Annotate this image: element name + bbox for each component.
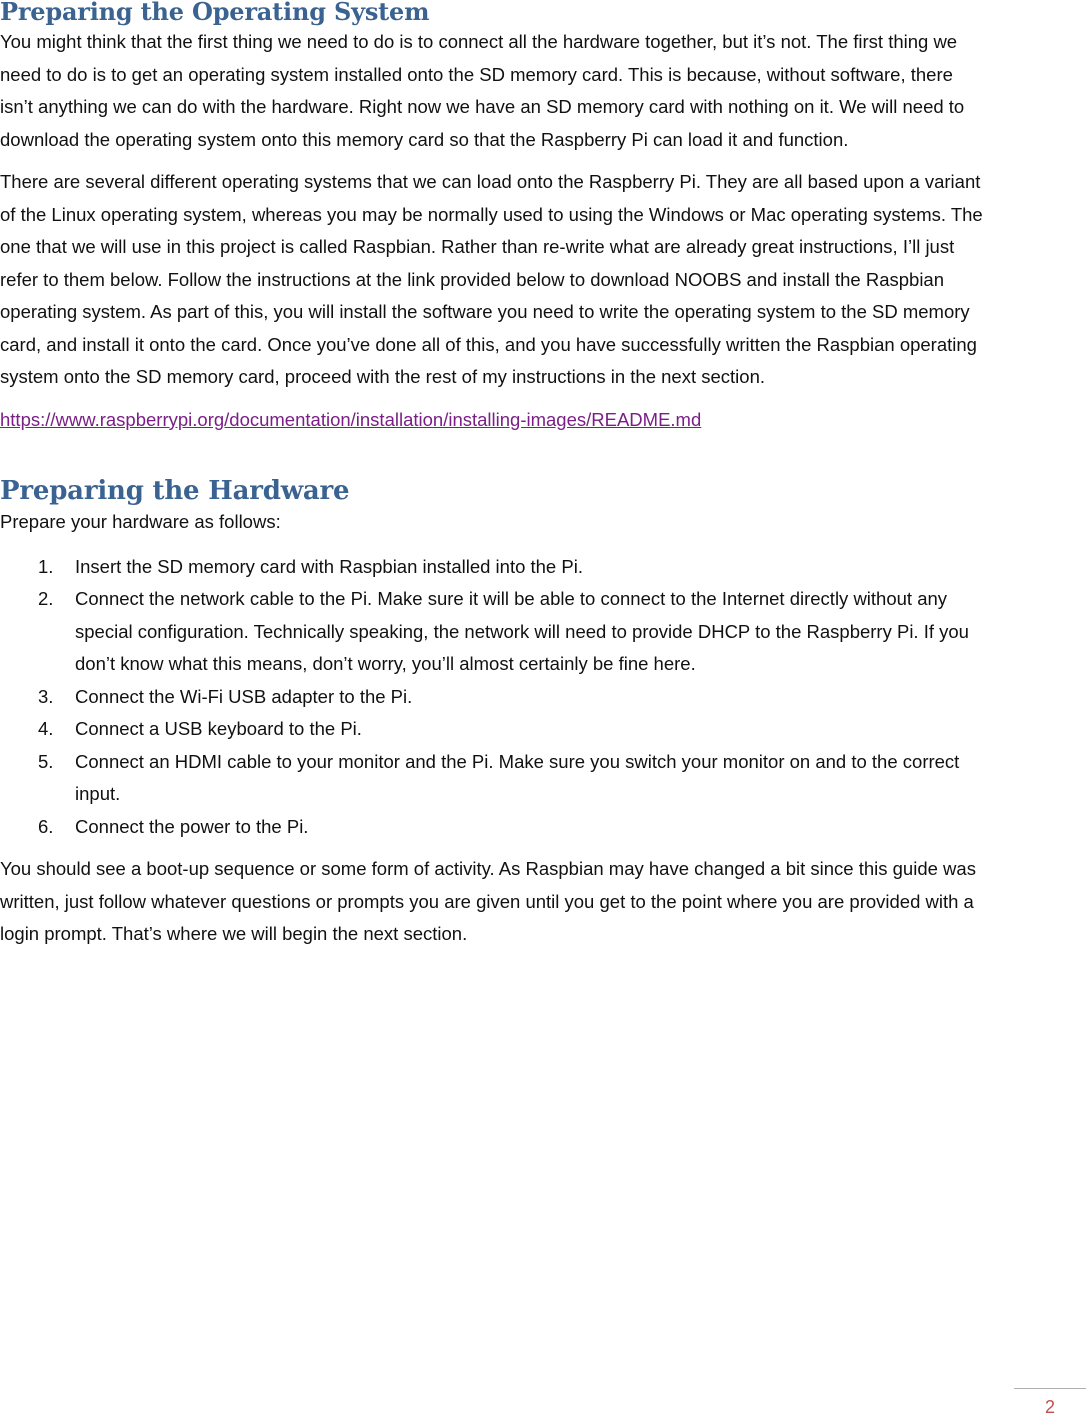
step-number: 3.: [38, 685, 54, 707]
section-heading-hardware: Preparing the Hardware: [0, 476, 350, 506]
step-text: Connect an HDMI cable to your monitor and the Pi. Make sure you switch your monitor on and to the correct input.: [75, 750, 960, 804]
page-number: 2: [1044, 1397, 1055, 1417]
step-number: 2.: [38, 588, 54, 609]
installation-instructions-link[interactable]: https://www.raspberrypi.org/documentation/installation/installing-images/README.md: [0, 408, 702, 430]
list-item: [0, 713, 985, 746]
hardware-steps-list: [0, 551, 985, 844]
list-item: [0, 811, 985, 844]
step-number: 6.: [38, 815, 54, 837]
step-number: 1.: [38, 555, 54, 577]
page-footer: [1014, 1388, 1086, 1427]
step-text: Connect the power to the Pi.: [75, 815, 309, 837]
section-heading-operating-system: Preparing the Operating System: [0, 0, 430, 26]
list-item: [0, 551, 985, 584]
paragraph-closing: You should see a boot-up sequence or some form of activity. As Raspbian may have changed a bit since this guide was written, just follow whatever questions or prompts you are given until you get to the point where you are provided with a login prompt. That’s where we will begin the next section.: [0, 858, 976, 944]
step-text: Connect the Wi-Fi USB adapter to the Pi.: [75, 685, 413, 707]
step-number: 4.: [38, 718, 54, 739]
step-text: Connect the network cable to the Pi. Make sure it will be able to connect to the Internet directly without any special configuration. Technically speaking, the network will need to provide DHCP to the Raspberry Pi. If you don’t know what this means, don’t worry, you’ll almost certainly be fine here.: [75, 588, 969, 674]
paragraph-intro: You might think that the first thing we need to do is to connect all the hardware together, but it’s not. The first thing we need to do is to get an operating system installed onto the SD memory card. This is because, without software, there isn’t anything we can do with the hardware. Right now we have an SD memory card with nothing on it. We will need to download the operating system onto this memory card so that the Raspberry Pi can load it and function.: [0, 31, 965, 150]
link-container: [0, 404, 1000, 437]
paragraph-os-options: There are several different operating systems that we can load onto the Raspberry Pi. They are all based upon a variant of the Linux operating system, whereas you may be normally used to using the Windows or Mac operating systems. The one that we will use in this project is called Raspbian. Rather than re-write what are already great instructions, I’ll just refer to them below. Follow the instructions at the link provided below to download NOOBS and install the Raspbian operating system. As part of this, you will install the software you need to write the operating system to the SD memory card, and install it onto the card. Once you’ve done all of this, and you have successfully written the Raspbian operating system onto the SD memory card, proceed with the rest of my instructions in the next section.: [0, 171, 983, 387]
list-item: [0, 746, 985, 811]
step-text: Insert the SD memory card with Raspbian installed into the Pi.: [75, 555, 583, 577]
list-item: [0, 681, 985, 714]
paragraph-hardware-intro: Prepare your hardware as follows:: [0, 511, 281, 532]
step-number: 5.: [38, 750, 54, 772]
list-item: [0, 583, 985, 681]
step-text: Connect a USB keyboard to the Pi.: [75, 718, 362, 739]
